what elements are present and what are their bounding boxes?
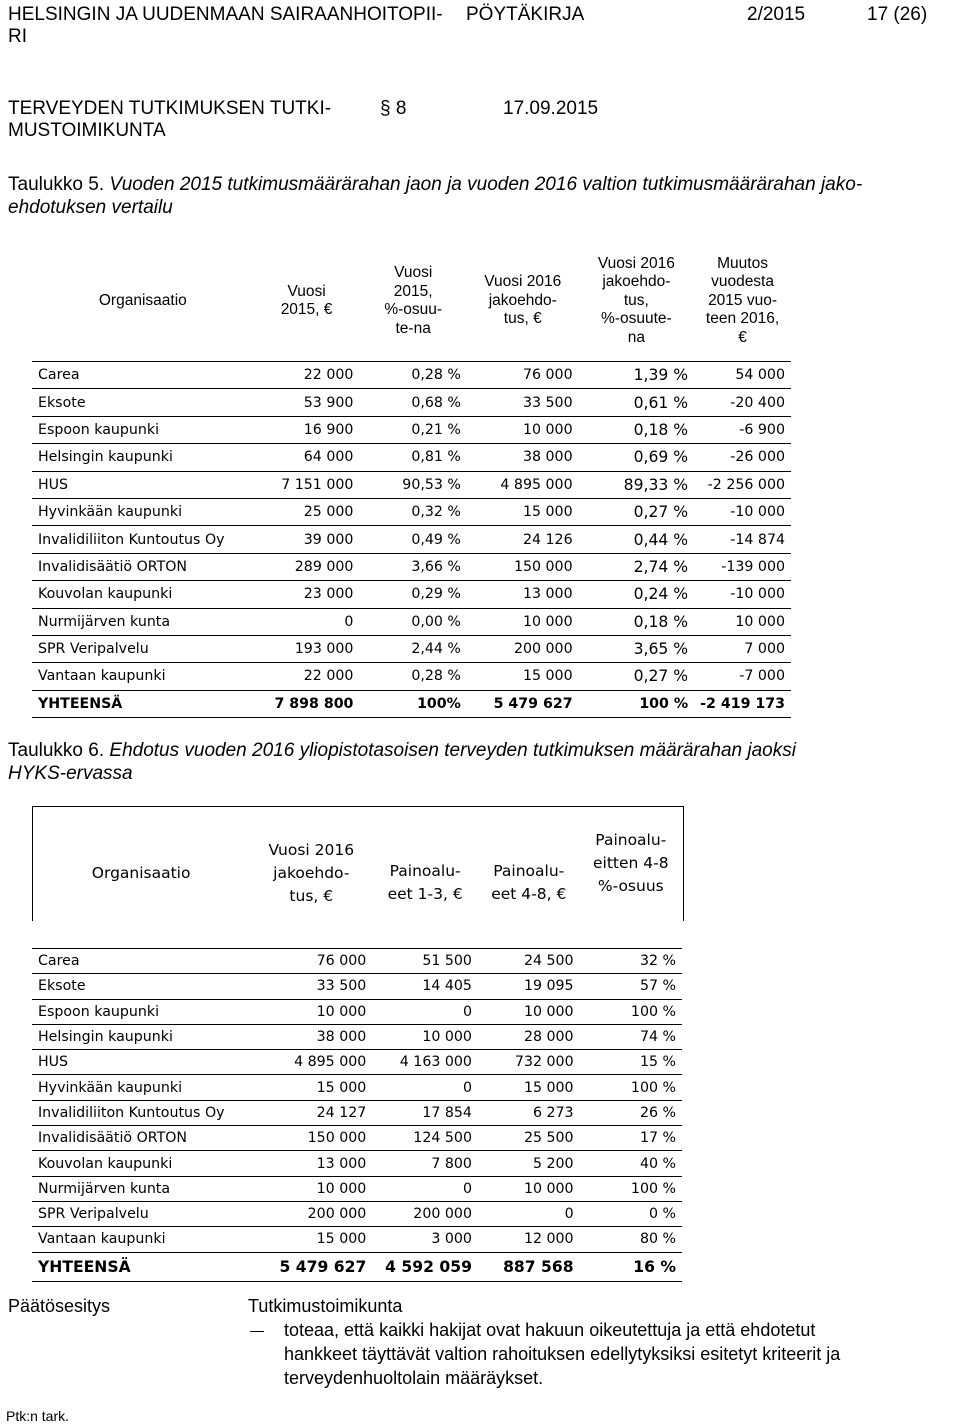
value-cell: -10 000: [694, 498, 791, 525]
footer-ptk: Ptk:n tark.: [6, 1408, 70, 1424]
table6-col-header: Painoalu- eet 1-3, €: [387, 862, 463, 903]
value-cell: 0 %: [580, 1201, 682, 1226]
total-value-cell: 5 479 627: [467, 690, 579, 717]
committee-name: TERVEYDEN TUTKIMUKSEN TUTKI- MUSTOIMIKUNTA: [8, 98, 332, 141]
organization-cell: Hyvinkään kaupunki: [32, 498, 254, 525]
value-cell: 0,24 %: [579, 581, 694, 608]
value-cell: 38 000: [250, 1024, 372, 1049]
organization-cell: Nurmijärven kunta: [32, 1176, 250, 1201]
value-cell: 3 000: [372, 1227, 478, 1252]
value-cell: 124 500: [372, 1126, 478, 1151]
value-cell: 10 000: [478, 1176, 580, 1201]
value-cell: 10 000: [467, 416, 579, 443]
value-cell: 12 000: [478, 1227, 580, 1252]
value-cell: 4 895 000: [467, 471, 579, 498]
value-cell: 4 163 000: [372, 1050, 478, 1075]
value-cell: 150 000: [250, 1126, 372, 1151]
total-label-cell: YHTEENSÄ: [32, 1252, 250, 1281]
value-cell: -26 000: [694, 444, 791, 471]
value-cell: 0,00 %: [359, 608, 466, 635]
total-value-cell: 4 592 059: [372, 1252, 478, 1281]
organization-cell: Kouvolan kaupunki: [32, 581, 254, 608]
value-cell: 25 000: [254, 498, 360, 525]
table-row: [32, 1050, 682, 1075]
value-cell: 10 000: [478, 999, 580, 1024]
value-cell: 15 000: [250, 1227, 372, 1252]
table5-col-header: Vuosi 2016 jakoehdo- tus, €: [484, 273, 562, 328]
value-cell: 4 895 000: [250, 1050, 372, 1075]
value-cell: 16 900: [254, 416, 360, 443]
value-cell: -14 874: [694, 526, 791, 553]
value-cell: 23 000: [254, 581, 360, 608]
value-cell: 100 %: [580, 1075, 682, 1100]
value-cell: 0,18 %: [579, 416, 694, 443]
proposal-text: toteaa, että kaikki hakijat ovat hakuun oikeutettuja ja että ehdotetut hankkeet täyttävät valtion rahoituksen edellytyksiksi esitetyt kriteerit ja terveydenhuoltolain määräykset.: [284, 1320, 841, 1388]
value-cell: 0,29 %: [359, 581, 466, 608]
value-cell: 17 %: [580, 1126, 682, 1151]
table-row: [32, 553, 791, 580]
value-cell: 0,44 %: [579, 526, 694, 553]
value-cell: 193 000: [254, 635, 360, 662]
document-number: 2/2015: [747, 4, 806, 25]
table-row: [32, 949, 682, 974]
table-row: [32, 635, 791, 662]
table6-caption-label: Taulukko 6.: [8, 740, 105, 761]
value-cell: 76 000: [250, 949, 372, 974]
proposal-label: Päätösesitys: [8, 1296, 111, 1316]
organization-cell: Carea: [32, 362, 254, 389]
value-cell: 0: [478, 1201, 580, 1226]
total-label-cell: YHTEENSÄ: [32, 690, 254, 717]
table-row: [32, 1126, 682, 1151]
organization-cell: Helsingin kaupunki: [32, 1024, 250, 1049]
value-cell: 200 000: [250, 1201, 372, 1226]
value-cell: 0,69 %: [579, 444, 694, 471]
value-cell: 0,27 %: [579, 663, 694, 690]
value-cell: 22 000: [254, 362, 360, 389]
value-cell: 3,66 %: [359, 553, 466, 580]
value-cell: 24 500: [478, 949, 580, 974]
value-cell: 15 000: [467, 498, 579, 525]
value-cell: 0,27 %: [579, 498, 694, 525]
total-value-cell: 887 568: [478, 1252, 580, 1281]
table6-col-header: Organisaatio: [91, 863, 191, 882]
value-cell: 0,28 %: [359, 663, 466, 690]
table-row: [32, 498, 791, 525]
table5-caption: [8, 173, 862, 219]
value-cell: 10 000: [467, 608, 579, 635]
value-cell: 7 800: [372, 1151, 478, 1176]
organization-cell: Invalidisäätiö ORTON: [32, 553, 254, 580]
organization-cell: Espoon kaupunki: [32, 416, 254, 443]
table5-caption-label: Taulukko 5.: [8, 174, 105, 195]
table6-caption: [8, 739, 796, 785]
table6-caption-title: Ehdotus vuoden 2016 yliopistotasoisen terveyden tutkimuksen määrärahan jaoksi: [109, 740, 796, 761]
value-cell: -6 900: [694, 416, 791, 443]
value-cell: 51 500: [372, 949, 478, 974]
value-cell: 0,28 %: [359, 362, 466, 389]
table-row: [32, 1151, 682, 1176]
organization-cell: Carea: [32, 949, 250, 974]
table6-col-header: Painoalu- eitten 4-8 %-osuus: [592, 830, 669, 895]
table-row: [32, 389, 791, 416]
table-row: [32, 581, 791, 608]
value-cell: 57 %: [580, 974, 682, 999]
table-row: [32, 1201, 682, 1226]
value-cell: 0,21 %: [359, 416, 466, 443]
table-row: [32, 1024, 682, 1049]
value-cell: -2 256 000: [694, 471, 791, 498]
table5-col-header: Organisaatio: [98, 291, 187, 309]
value-cell: 14 405: [372, 974, 478, 999]
value-cell: 33 500: [467, 389, 579, 416]
value-cell: -7 000: [694, 663, 791, 690]
total-value-cell: 100%: [359, 690, 466, 717]
table-row: [32, 1100, 682, 1125]
value-cell: -10 000: [694, 581, 791, 608]
value-cell: 89,33 %: [579, 471, 694, 498]
table-row: [32, 416, 791, 443]
table5-col-header: Vuosi 2016 jakoehdo- tus, %-osuute- na: [597, 254, 675, 346]
organization-cell: Vantaan kaupunki: [32, 1227, 250, 1252]
value-cell: 10 000: [250, 1176, 372, 1201]
total-value-cell: 7 898 800: [254, 690, 360, 717]
organization-cell: Eksote: [32, 974, 250, 999]
value-cell: 17 854: [372, 1100, 478, 1125]
total-value-cell: -2 419 173: [694, 690, 791, 717]
value-cell: 32 %: [580, 949, 682, 974]
value-cell: 15 000: [478, 1075, 580, 1100]
table5-col-header: Vuosi 2015, €: [280, 282, 333, 318]
organization-cell: Helsingin kaupunki: [32, 444, 254, 471]
value-cell: 19 095: [478, 974, 580, 999]
value-cell: 7 000: [694, 635, 791, 662]
organization-cell: SPR Veripalvelu: [32, 1201, 250, 1226]
value-cell: 53 900: [254, 389, 360, 416]
organization-cell: Kouvolan kaupunki: [32, 1151, 250, 1176]
total-value-cell: 16 %: [580, 1252, 682, 1281]
organization-cell: Espoon kaupunki: [32, 999, 250, 1024]
total-value-cell: 5 479 627: [250, 1252, 372, 1281]
table-total-row: [32, 690, 791, 717]
organization-cell: Invalidiliiton Kuntoutus Oy: [32, 1100, 250, 1125]
value-cell: 0,32 %: [359, 498, 466, 525]
value-cell: 0,81 %: [359, 444, 466, 471]
table6-header-box: [32, 806, 684, 921]
organization-name: HELSINGIN JA UUDENMAAN SAIRAANHOITOPII- RI: [8, 4, 443, 47]
table6-col-header: Painoalu- eet 4-8, €: [491, 862, 567, 903]
value-cell: 0: [254, 608, 360, 635]
table-row: [32, 999, 682, 1024]
value-cell: 0,49 %: [359, 526, 466, 553]
value-cell: 76 000: [467, 362, 579, 389]
value-cell: 6 273: [478, 1100, 580, 1125]
value-cell: 0,61 %: [579, 389, 694, 416]
value-cell: 25 500: [478, 1126, 580, 1151]
value-cell: 200 000: [372, 1201, 478, 1226]
value-cell: 289 000: [254, 553, 360, 580]
value-cell: 22 000: [254, 663, 360, 690]
meeting-date: 17.09.2015: [503, 98, 599, 119]
list-dash-icon: [250, 1331, 264, 1332]
value-cell: 40 %: [580, 1151, 682, 1176]
value-cell: 15 000: [467, 663, 579, 690]
table5-col-header: Muutos vuodesta 2015 vuo- teen 2016, €: [705, 254, 780, 346]
organization-cell: SPR Veripalvelu: [32, 635, 254, 662]
value-cell: -20 400: [694, 389, 791, 416]
value-cell: 0,68 %: [359, 389, 466, 416]
value-cell: 10 000: [372, 1024, 478, 1049]
value-cell: 80 %: [580, 1227, 682, 1252]
value-cell: 28 000: [478, 1024, 580, 1049]
table6-caption-title-cont: HYKS-ervassa: [8, 763, 133, 784]
value-cell: 5 200: [478, 1151, 580, 1176]
value-cell: 100 %: [580, 999, 682, 1024]
table-row: [32, 663, 791, 690]
value-cell: 732 000: [478, 1050, 580, 1075]
table-row: [32, 1227, 682, 1252]
table-row: [32, 362, 791, 389]
value-cell: 0: [372, 1075, 478, 1100]
value-cell: 150 000: [467, 553, 579, 580]
organization-cell: HUS: [32, 1050, 250, 1075]
table5-caption-title: Vuoden 2015 tutkimusmäärärahan jaon ja vuoden 2016 valtion tutkimusmäärärahan jako-: [109, 174, 863, 195]
value-cell: 90,53 %: [359, 471, 466, 498]
value-cell: 24 126: [467, 526, 579, 553]
organization-cell: Vantaan kaupunki: [32, 663, 254, 690]
value-cell: 10 000: [694, 608, 791, 635]
value-cell: 38 000: [467, 444, 579, 471]
value-cell: 33 500: [250, 974, 372, 999]
document-type: PÖYTÄKIRJA: [466, 4, 585, 25]
value-cell: 13 000: [250, 1151, 372, 1176]
organization-cell: Invalidisäätiö ORTON: [32, 1126, 250, 1151]
table-row: [32, 1075, 682, 1100]
table-row: [32, 444, 791, 471]
organization-cell: Invalidiliiton Kuntoutus Oy: [32, 526, 254, 553]
value-cell: 7 151 000: [254, 471, 360, 498]
table5-col-header: Vuosi 2015, %-osuu- te-na: [384, 264, 443, 337]
table-row: [32, 1176, 682, 1201]
section-number: § 8: [380, 98, 407, 119]
value-cell: -139 000: [694, 553, 791, 580]
table6-col-header: Vuosi 2016 jakoehdo- tus, €: [268, 840, 355, 905]
value-cell: 2,44 %: [359, 635, 466, 662]
table-total-row: [32, 1252, 682, 1281]
table-row: [32, 974, 682, 999]
organization-cell: Nurmijärven kunta: [32, 608, 254, 635]
organization-cell: Eksote: [32, 389, 254, 416]
value-cell: 15 000: [250, 1075, 372, 1100]
table-row: [32, 608, 791, 635]
table5: [32, 241, 791, 718]
table-row: [32, 526, 791, 553]
value-cell: 74 %: [580, 1024, 682, 1049]
page-number: 17 (26): [867, 4, 928, 25]
value-cell: 2,74 %: [579, 553, 694, 580]
value-cell: 0,18 %: [579, 608, 694, 635]
value-cell: 3,65 %: [579, 635, 694, 662]
value-cell: 13 000: [467, 581, 579, 608]
organization-cell: Hyvinkään kaupunki: [32, 1075, 250, 1100]
proposal-body-title: Tutkimustoimikunta: [248, 1296, 403, 1316]
value-cell: 10 000: [250, 999, 372, 1024]
value-cell: 54 000: [694, 362, 791, 389]
table5-header-row: [32, 241, 791, 362]
table-row: [32, 471, 791, 498]
value-cell: 64 000: [254, 444, 360, 471]
value-cell: 1,39 %: [579, 362, 694, 389]
table5-caption-title-cont: ehdotuksen vertailu: [8, 197, 173, 218]
value-cell: 0: [372, 1176, 478, 1201]
value-cell: 39 000: [254, 526, 360, 553]
value-cell: 15 %: [580, 1050, 682, 1075]
value-cell: 0: [372, 999, 478, 1024]
organization-cell: HUS: [32, 471, 254, 498]
value-cell: 26 %: [580, 1100, 682, 1125]
value-cell: 100 %: [580, 1176, 682, 1201]
value-cell: 24 127: [250, 1100, 372, 1125]
total-value-cell: 100 %: [579, 690, 694, 717]
value-cell: 200 000: [467, 635, 579, 662]
